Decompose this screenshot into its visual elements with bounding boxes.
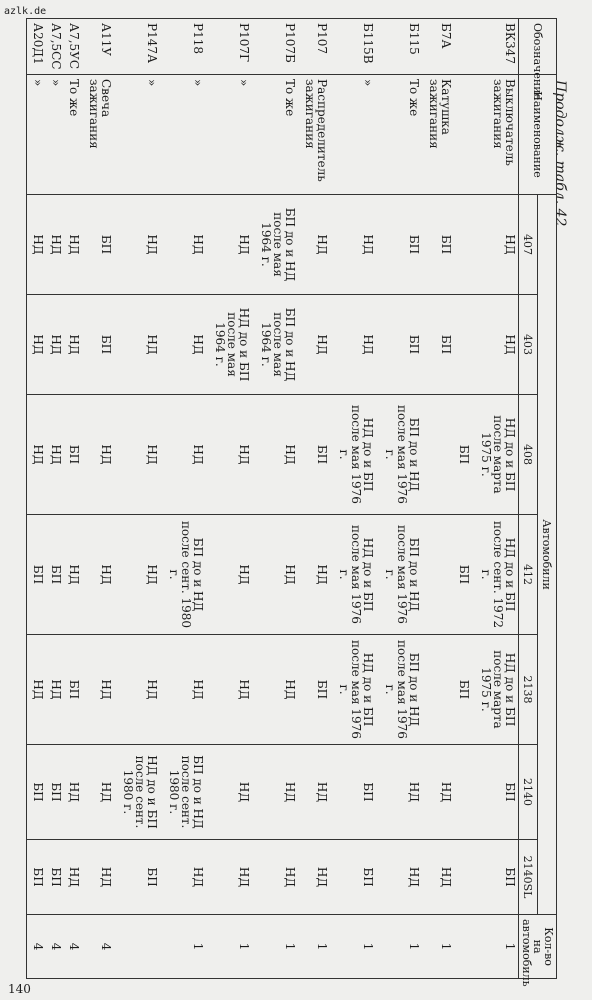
data-table [26, 18, 557, 987]
cell-value [422, 395, 454, 515]
cell-designation: ВК347 [472, 19, 518, 75]
cell-name: То же [252, 75, 298, 195]
site-watermark: azlk.de [4, 6, 47, 17]
cell-value: БП [27, 515, 46, 635]
cell-value: БП [376, 195, 422, 295]
cell-value: БП [454, 635, 472, 745]
cell-value: БП [114, 840, 160, 915]
cell-value: БП [298, 395, 330, 515]
cell-value: БП [454, 515, 472, 635]
cell-value: БП [472, 745, 518, 840]
cell-value [422, 635, 454, 745]
cell-value: НД [64, 515, 82, 635]
header-model: 407 [519, 195, 538, 295]
cell-value: НД [27, 195, 46, 295]
cell-value: БП [27, 840, 46, 915]
cell-value: НД [298, 840, 330, 915]
cell-value: НД до и БП после мая 1964 г. [206, 295, 252, 395]
cell-value: НД [376, 745, 422, 840]
cell-value: НД [160, 635, 206, 745]
cell-value: БП до и НД после сент. 1980 г. [160, 745, 206, 840]
cell-value: НД [46, 395, 64, 515]
header-designation: Обозначение [519, 19, 557, 75]
table-row [46, 19, 64, 979]
cell-designation: Б115 [376, 19, 422, 75]
cell-value: НД до и БП после марта 1975 г. [472, 635, 518, 745]
cell-value: БП [27, 745, 46, 840]
table-body [27, 19, 519, 979]
cell-value: НД [160, 195, 206, 295]
cell-designation: Б7А [422, 19, 454, 75]
header-name: Наименование [519, 75, 557, 195]
cell-value: НД [64, 745, 82, 840]
cell-designation [454, 19, 472, 75]
cell-value: НД [64, 840, 82, 915]
cell-designation: Р147А [114, 19, 160, 75]
header-model: 408 [519, 395, 538, 515]
cell-name: Свеча зажигания [82, 75, 114, 195]
cell-value: НД [252, 840, 298, 915]
header-model: 2140 [519, 745, 538, 840]
data-table-wrapper [30, 18, 557, 987]
cell-value: НД [422, 745, 454, 840]
cell-value: НД [472, 295, 518, 395]
table-row [376, 19, 422, 979]
header-count: Кол-во на автомобиль [519, 915, 557, 979]
cell-value: БП [422, 295, 454, 395]
cell-designation: Р107Б [252, 19, 298, 75]
cell-value: НД [64, 295, 82, 395]
table-row [206, 19, 252, 979]
cell-name: Выключатель зажигания [472, 75, 518, 195]
cell-designation: А7,5УС [64, 19, 82, 75]
cell-value: НД [46, 635, 64, 745]
cell-count: 1 [298, 915, 330, 979]
cell-value: НД [82, 840, 114, 915]
cell-name: Катушка зажигания [422, 75, 454, 195]
cell-value: БП [472, 840, 518, 915]
cell-value: БП [64, 635, 82, 745]
cell-name: » [114, 75, 160, 195]
cell-value: НД [206, 635, 252, 745]
cell-value: НД [298, 515, 330, 635]
table-row [472, 19, 518, 979]
cell-value: НД [206, 395, 252, 515]
cell-value: БП [64, 395, 82, 515]
cell-value: НД [114, 515, 160, 635]
cell-value: НД [160, 295, 206, 395]
page-number: 140 [8, 982, 31, 996]
cell-value: НД [298, 745, 330, 840]
table-row [454, 19, 472, 979]
cell-value [454, 745, 472, 840]
cell-value [454, 295, 472, 395]
header-model: 2140SL [519, 840, 538, 915]
header-automobiles: Автомобили [538, 195, 557, 915]
cell-value: НД [206, 195, 252, 295]
cell-name: » [46, 75, 64, 195]
cell-designation: А11У [82, 19, 114, 75]
table-row [27, 19, 46, 979]
cell-value: НД [114, 395, 160, 515]
cell-value: НД [64, 195, 82, 295]
table-row [298, 19, 330, 979]
cell-value: БП [46, 515, 64, 635]
cell-value: БП до и НД после мая 1976 г. [376, 395, 422, 515]
table-caption: Продолж. табл. 42 [552, 80, 568, 227]
cell-value: НД [298, 195, 330, 295]
cell-name: » [27, 75, 46, 195]
cell-value: БП до и НД после сент. 1980 г. [160, 515, 206, 635]
table-row [330, 19, 376, 979]
table-row [114, 19, 160, 979]
cell-value: НД до и БП после мая 1976 г. [330, 515, 376, 635]
cell-count: 4 [46, 915, 64, 979]
cell-value: БП до и НД после мая 1976 г. [376, 515, 422, 635]
cell-value: НД [160, 395, 206, 515]
table-row [160, 19, 206, 979]
header-row-1 [538, 19, 557, 979]
cell-count: 1 [376, 915, 422, 979]
cell-name: То же [64, 75, 82, 195]
cell-value: НД [206, 840, 252, 915]
cell-value: БП [454, 395, 472, 515]
cell-value: НД до и БП после марта 1975 г. [472, 395, 518, 515]
cell-value: НД [252, 395, 298, 515]
cell-value: НД [160, 840, 206, 915]
header-model: 412 [519, 515, 538, 635]
table-row [422, 19, 454, 979]
cell-value: НД [82, 515, 114, 635]
cell-value: БП [82, 295, 114, 395]
cell-count: 1 [160, 915, 206, 979]
cell-value [454, 195, 472, 295]
cell-value: БП [82, 195, 114, 295]
table-row [82, 19, 114, 979]
cell-value: НД [27, 395, 46, 515]
cell-value: НД [206, 745, 252, 840]
cell-designation: А20Д1 [27, 19, 46, 75]
cell-name: То же [376, 75, 422, 195]
cell-value: НД [472, 195, 518, 295]
cell-value: БП [298, 635, 330, 745]
cell-value: НД [206, 515, 252, 635]
cell-count: 4 [27, 915, 46, 979]
cell-designation: Р107Г [206, 19, 252, 75]
header-model: 2138 [519, 635, 538, 745]
cell-count [454, 915, 472, 979]
cell-designation: Р107 [298, 19, 330, 75]
cell-count: 1 [422, 915, 454, 979]
cell-value: НД [252, 745, 298, 840]
cell-count: 4 [64, 915, 82, 979]
cell-value: БП [46, 745, 64, 840]
cell-value: НД до и БП после сент. 1980 г. [114, 745, 160, 840]
cell-value: НД [330, 295, 376, 395]
cell-value: НД до и БП после мая 1976 г. [330, 395, 376, 515]
cell-name [454, 75, 472, 195]
cell-value: БП [422, 195, 454, 295]
cell-value: НД [376, 840, 422, 915]
cell-value [422, 515, 454, 635]
cell-value: БП [330, 840, 376, 915]
cell-value [454, 840, 472, 915]
cell-count: 1 [252, 915, 298, 979]
cell-name: » [206, 75, 252, 195]
cell-count: 1 [206, 915, 252, 979]
cell-value: НД [252, 515, 298, 635]
cell-name: Распределитель зажигания [298, 75, 330, 195]
cell-value: БП [46, 840, 64, 915]
header-model: 403 [519, 295, 538, 395]
cell-value: НД [27, 295, 46, 395]
cell-name: » [330, 75, 376, 195]
cell-value: НД [82, 745, 114, 840]
cell-value: БП до и НД после мая 1964 г. [252, 295, 298, 395]
cell-value: НД [252, 635, 298, 745]
cell-value: НД [46, 195, 64, 295]
cell-designation: А7,5СС [46, 19, 64, 75]
cell-value: НД [114, 195, 160, 295]
cell-value: НД до и БП после сент. 1972 г. [472, 515, 518, 635]
cell-count: 1 [330, 915, 376, 979]
cell-designation: Б115В [330, 19, 376, 75]
cell-value: БП [376, 295, 422, 395]
cell-value: БП до и НД после мая 1976 г. [376, 635, 422, 745]
cell-value: НД до и БП после мая 1976 г. [330, 635, 376, 745]
cell-name: » [160, 75, 206, 195]
cell-designation: Р118 [160, 19, 206, 75]
cell-value: НД [422, 840, 454, 915]
cell-value: НД [46, 295, 64, 395]
cell-value: НД [27, 635, 46, 745]
cell-value: БП [330, 745, 376, 840]
cell-count [114, 915, 160, 979]
table-row [252, 19, 298, 979]
table-row [64, 19, 82, 979]
cell-value: НД [330, 195, 376, 295]
cell-value: БП до и НД после мая 1964 г. [252, 195, 298, 295]
cell-value: НД [298, 295, 330, 395]
cell-value: НД [114, 295, 160, 395]
cell-count: 1 [472, 915, 518, 979]
cell-value: НД [114, 635, 160, 745]
cell-count: 4 [82, 915, 114, 979]
cell-value: НД [82, 395, 114, 515]
cell-value: НД [82, 635, 114, 745]
